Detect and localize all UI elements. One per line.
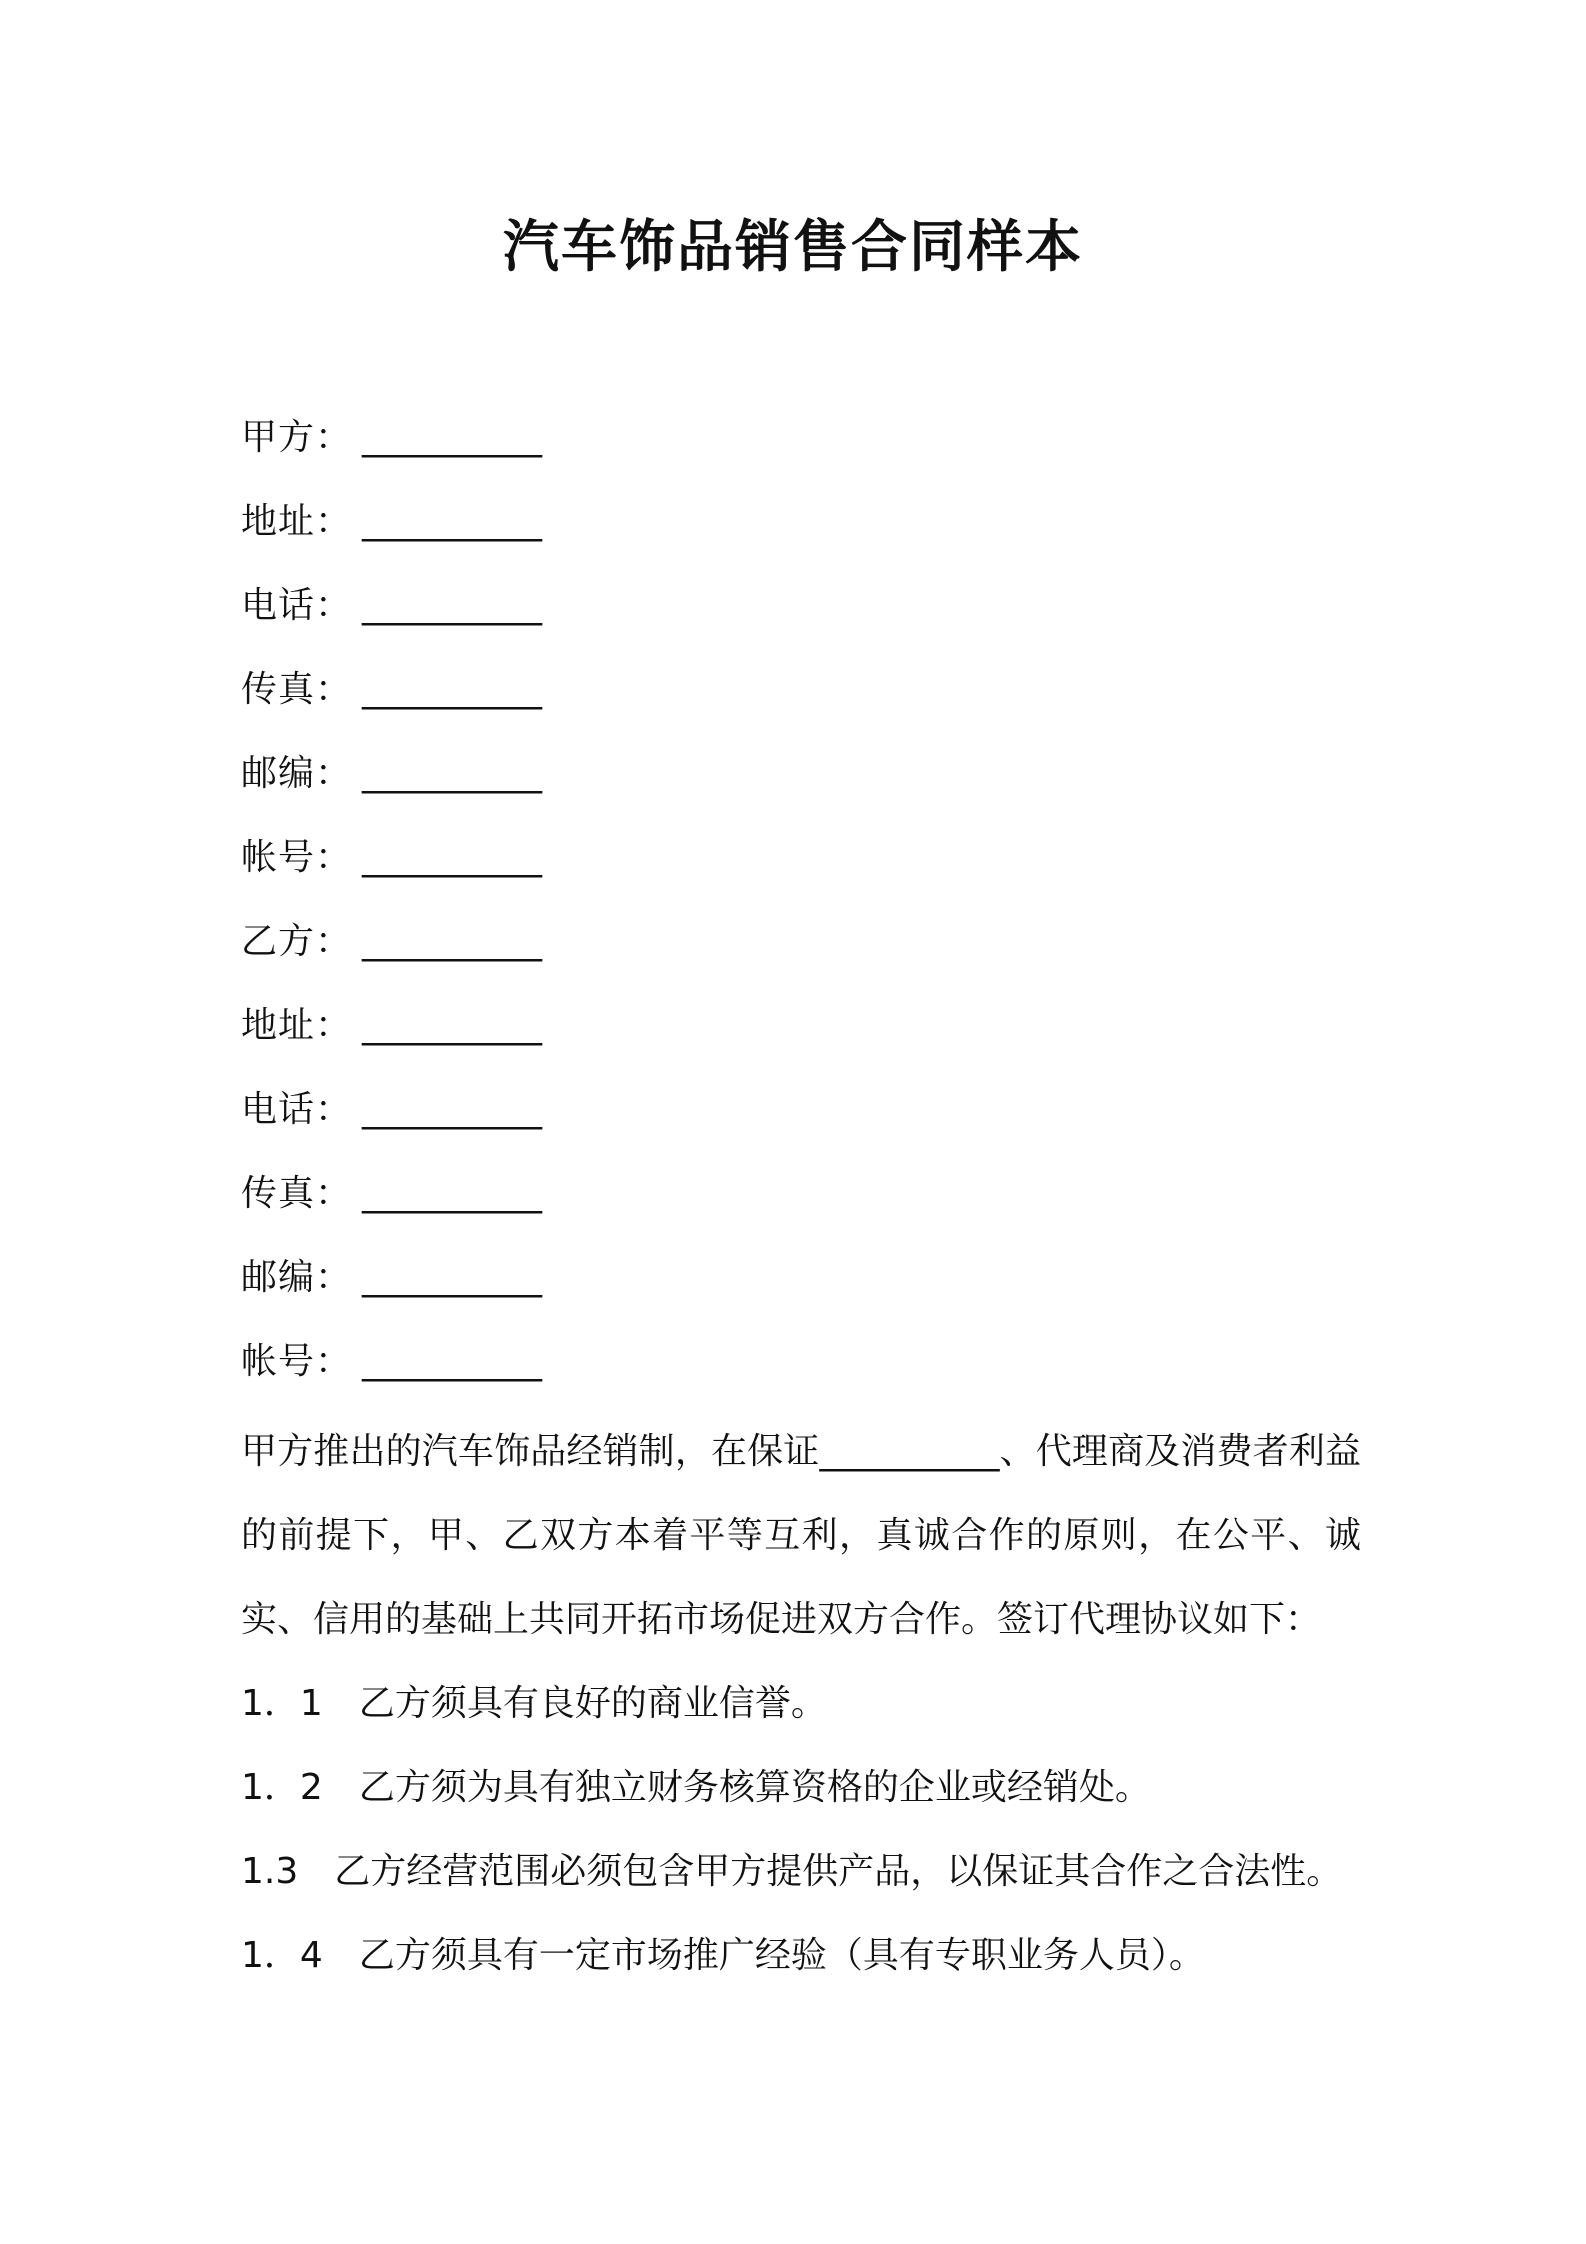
intro-paragraph: 甲方推出的汽车饰品经销制，在保证__________、代理商及消费者利益的前提下，甲、乙双方本着平等互利，真诚合作的原则，在公平、诚实、信用的基础上共同开拓市场促进双方合作。签订代理协议如下：	[241, 1431, 1361, 1640]
field-label: 电话：	[241, 585, 353, 626]
field-party-a-postcode	[241, 744, 542, 828]
clause-text: 乙方须具有良好的商业信誉。	[358, 1683, 827, 1724]
field-party-b-fax	[241, 1164, 542, 1248]
field-party-a-fax	[241, 660, 542, 744]
field-party-b	[241, 912, 542, 996]
clause-number: 1.3	[241, 1851, 299, 1892]
field-label: 帐号：	[241, 837, 353, 878]
clause-item	[241, 1662, 1342, 1746]
field-label: 传真：	[241, 669, 353, 710]
field-party-b-account	[241, 1332, 542, 1416]
document-title: 汽车饰品销售合同样本	[503, 215, 1083, 280]
field-label: 乙方：	[241, 921, 353, 962]
clause-list	[241, 1662, 1342, 1998]
clause-number: 1．1	[241, 1683, 323, 1724]
field-blank: __________	[362, 753, 543, 794]
field-blank: __________	[362, 501, 543, 542]
field-label: 邮编：	[241, 1257, 353, 1298]
field-party-b-postcode	[241, 1248, 542, 1332]
field-blank: __________	[362, 1089, 543, 1130]
field-blank: __________	[362, 1341, 543, 1382]
clause-text: 乙方须具有一定市场推广经验（具有专职业务人员）。	[358, 1935, 1205, 1976]
field-label: 甲方：	[241, 417, 353, 458]
field-label: 传真：	[241, 1173, 353, 1214]
field-party-b-address	[241, 996, 542, 1080]
field-party-a-address	[241, 492, 542, 576]
field-label: 地址：	[241, 501, 353, 542]
field-label: 地址：	[241, 1005, 353, 1046]
field-blank: __________	[362, 837, 543, 878]
clause-number: 1．4	[241, 1935, 323, 1976]
field-blank: __________	[362, 1005, 543, 1046]
clause-text: 乙方经营范围必须包含甲方提供产品，以保证其合作之合法性。	[334, 1851, 1343, 1892]
field-party-a-phone	[241, 576, 542, 660]
clause-item	[241, 1746, 1342, 1830]
field-blank: __________	[362, 921, 543, 962]
clause-item	[241, 1914, 1342, 1998]
clause-number: 1．2	[241, 1767, 323, 1808]
field-blank: __________	[362, 1257, 543, 1298]
field-party-b-phone	[241, 1080, 542, 1164]
field-blank: __________	[362, 669, 543, 710]
field-label: 电话：	[241, 1089, 353, 1130]
field-party-a	[241, 408, 542, 492]
clause-text: 乙方须为具有独立财务核算资格的企业或经销处。	[358, 1767, 1151, 1808]
party-info-list	[241, 408, 542, 1416]
clause-item	[241, 1830, 1342, 1914]
field-label: 邮编：	[241, 753, 353, 794]
field-blank: __________	[362, 1173, 543, 1214]
field-blank: __________	[362, 417, 543, 458]
field-blank: __________	[362, 585, 543, 626]
field-label: 帐号：	[241, 1341, 353, 1382]
field-party-a-account	[241, 828, 542, 912]
